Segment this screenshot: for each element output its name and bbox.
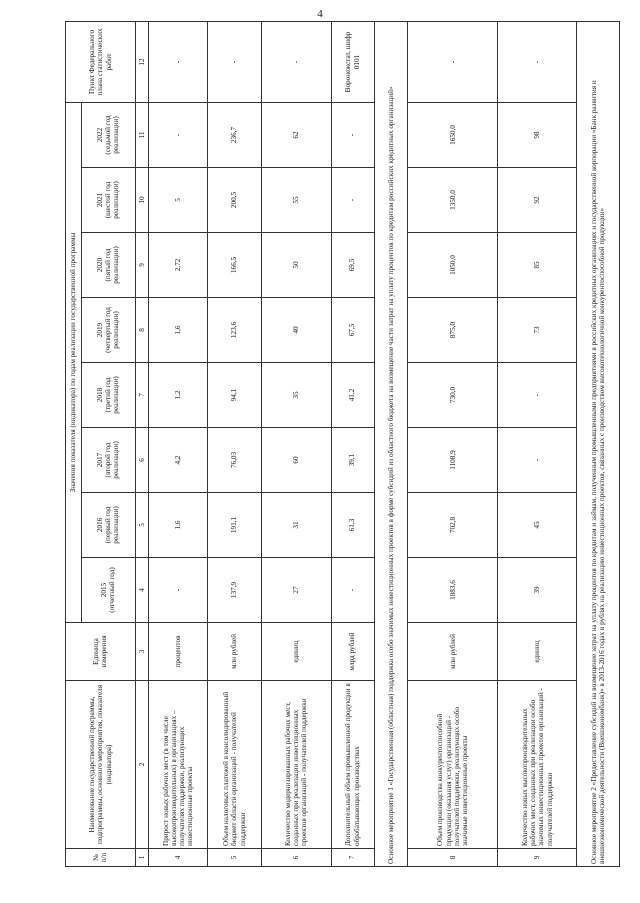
- value-cell: 60: [261, 428, 331, 493]
- value-cell: -: [498, 363, 577, 428]
- value-cell: 94,1: [207, 363, 261, 428]
- value-cell: 61,3: [331, 493, 374, 558]
- value-cell: 27: [261, 558, 331, 623]
- table-row: [331, 21, 374, 866]
- row-number: 7: [331, 849, 374, 867]
- value-cell: 73: [498, 298, 577, 363]
- header-name: Наименование государственной программы, подпрограммы, основного мероприятия, показателя (индикатора): [66, 681, 136, 849]
- value-cell: 1050,0: [408, 233, 498, 298]
- indicators-table: [65, 21, 620, 867]
- plan-item-cell: -: [207, 21, 261, 102]
- header-year: 2018 (третий год реализации): [81, 363, 135, 428]
- value-cell: 2,72: [149, 233, 208, 298]
- indicator-name: Прирост новых рабочих мест (в том числе высокопроизводительных) в организациях – получателях поддержки, реализующих инвестиционные проекты: [149, 681, 208, 849]
- value-cell: 1108,9: [408, 428, 498, 493]
- measure-1-text: Основное мероприятие 1 «Государственная (областная) поддержка особо значимых инвестиционных проектов в форме субсидий из областного бюджета на возмещение части затрат на уплату процентов по кредитам российских кредитных организаций»: [374, 21, 408, 866]
- value-cell: 1,6: [149, 298, 208, 363]
- table-row: [498, 21, 577, 866]
- rotated-table-wrapper: [65, 22, 620, 867]
- value-cell: 137,9: [207, 558, 261, 623]
- header-year: 2017 (второй год реализации): [81, 428, 135, 493]
- row-number: 8: [408, 849, 498, 867]
- value-cell: 39: [498, 558, 577, 623]
- value-cell: 45: [498, 493, 577, 558]
- value-cell: 40: [261, 298, 331, 363]
- col-number: 7: [135, 363, 149, 428]
- value-cell: -: [331, 558, 374, 623]
- value-cell: 39,1: [331, 428, 374, 493]
- col-number: 1: [135, 849, 149, 867]
- value-cell: 35: [261, 363, 331, 428]
- page-number: 4: [317, 8, 323, 20]
- indicator-rows-a: [149, 21, 374, 866]
- indicator-rows-b: [408, 21, 577, 866]
- unit-cell: процентов: [149, 623, 208, 681]
- indicator-name: Дополнительный объем промышленной продукции в обрабатывающих производствах: [331, 681, 374, 849]
- col-number: 8: [135, 298, 149, 363]
- value-cell: 50: [261, 233, 331, 298]
- row-number: 5: [207, 849, 261, 867]
- value-cell: -: [331, 102, 374, 167]
- header-plan-item: Пункт Федерального плана статистических работ: [66, 21, 136, 102]
- indicator-name: Объем производства конкурентоспособной продукции (оказания услуг) организаций - получателей поддержки, реализующих особо значимые инвестиционные проекты: [408, 681, 498, 849]
- header-year: 2021 (шестой год реализации): [81, 168, 135, 233]
- col-number: 3: [135, 623, 149, 681]
- indicator-name: Объем налоговых платежей в консолидированный бюджет области организаций - получателей поддержки: [207, 681, 261, 849]
- value-cell: 191,1: [207, 493, 261, 558]
- column-number-row: [135, 21, 149, 866]
- plan-item-cell: -: [498, 21, 577, 102]
- value-cell: 41,2: [331, 363, 374, 428]
- value-cell: 200,5: [207, 168, 261, 233]
- table-row: [149, 21, 208, 866]
- header-year: 2016 (первый год реализации): [81, 493, 135, 558]
- indicator-name: Количество модернизированных рабочих мест, созданных при реализации инвестиционных проектов организаций - получателей поддержки: [261, 681, 331, 849]
- value-cell: -: [149, 558, 208, 623]
- col-number: 10: [135, 168, 149, 233]
- value-cell: 67,5: [331, 298, 374, 363]
- value-cell: 76,03: [207, 428, 261, 493]
- plan-item-cell: -: [408, 21, 498, 102]
- col-number: 9: [135, 233, 149, 298]
- value-cell: 1650,0: [408, 102, 498, 167]
- header-year: 2020 (пятый год реализации): [81, 233, 135, 298]
- indicator-name: Количество новых высокопроизводительных рабочих мест, созданных при реализации особо значимых инвестиционных проектов организаций - получателей поддержки: [498, 681, 577, 849]
- value-cell: -: [331, 168, 374, 233]
- row-number: 9: [498, 849, 577, 867]
- unit-cell: млн рублей: [408, 623, 498, 681]
- header-values-group: Значения показателя (индикатора) по годам реализации государственной программы: [66, 102, 82, 622]
- value-cell: 166,5: [207, 233, 261, 298]
- header-row-1: [66, 21, 82, 866]
- measure-2-row: [577, 21, 620, 866]
- value-cell: 1,6: [149, 493, 208, 558]
- unit-cell: единиц: [261, 623, 331, 681]
- col-number: 6: [135, 428, 149, 493]
- unit-cell: млрд рублей: [331, 623, 374, 681]
- col-number: 11: [135, 102, 149, 167]
- plan-item-cell: Воронежстат, шифр 0101: [331, 21, 374, 102]
- header-year: 2015 (отчетный год): [81, 558, 135, 623]
- header-no: № п/п: [66, 849, 136, 867]
- measure-1-row: [374, 21, 408, 866]
- table-row: [261, 21, 331, 866]
- row-number: 4: [149, 849, 208, 867]
- col-number: 5: [135, 493, 149, 558]
- value-cell: 55: [261, 168, 331, 233]
- plan-item-cell: -: [149, 21, 208, 102]
- table-row: [207, 21, 261, 866]
- value-cell: 702,8: [408, 493, 498, 558]
- value-cell: 1,2: [149, 363, 208, 428]
- value-cell: 236,7: [207, 102, 261, 167]
- value-cell: 1883,6: [408, 558, 498, 623]
- header-year: 2019 (четвертый год реализации): [81, 298, 135, 363]
- header-unit: Единица измерения: [66, 623, 136, 681]
- value-cell: 98: [498, 102, 577, 167]
- value-cell: 123,6: [207, 298, 261, 363]
- value-cell: 5: [149, 168, 208, 233]
- plan-item-cell: -: [261, 21, 331, 102]
- unit-cell: млн рублей: [207, 623, 261, 681]
- row-number: 6: [261, 849, 331, 867]
- value-cell: 62: [261, 102, 331, 167]
- value-cell: 69,5: [331, 233, 374, 298]
- value-cell: 4,2: [149, 428, 208, 493]
- col-number: 2: [135, 681, 149, 849]
- unit-cell: единиц: [498, 623, 577, 681]
- value-cell: -: [498, 428, 577, 493]
- value-cell: 875,0: [408, 298, 498, 363]
- value-cell: 85: [498, 233, 577, 298]
- value-cell: 730,0: [408, 363, 498, 428]
- value-cell: 1350,0: [408, 168, 498, 233]
- table-row: [408, 21, 498, 866]
- col-number: 4: [135, 558, 149, 623]
- measure-2-text: Основное мероприятие 2 «Предоставление субсидий на возмещение затрат на уплату процентов по кредитам и займам, полученным промышленными предприятиями в российских кредитных организациях и государственной корпорации «Банк развития и внешнеэкономической деятельности (Внешэкономбанк)» в 2013-2016 годах в рублях на реализацию инвестиционных проектов, связанных с производством высокотехнологичной конкурентоспособной продукции»: [577, 21, 620, 866]
- value-cell: 31: [261, 493, 331, 558]
- header-year: 2022 (седьмой год реализации): [81, 102, 135, 167]
- col-number: 12: [135, 21, 149, 102]
- value-cell: 92: [498, 168, 577, 233]
- value-cell: -: [149, 102, 208, 167]
